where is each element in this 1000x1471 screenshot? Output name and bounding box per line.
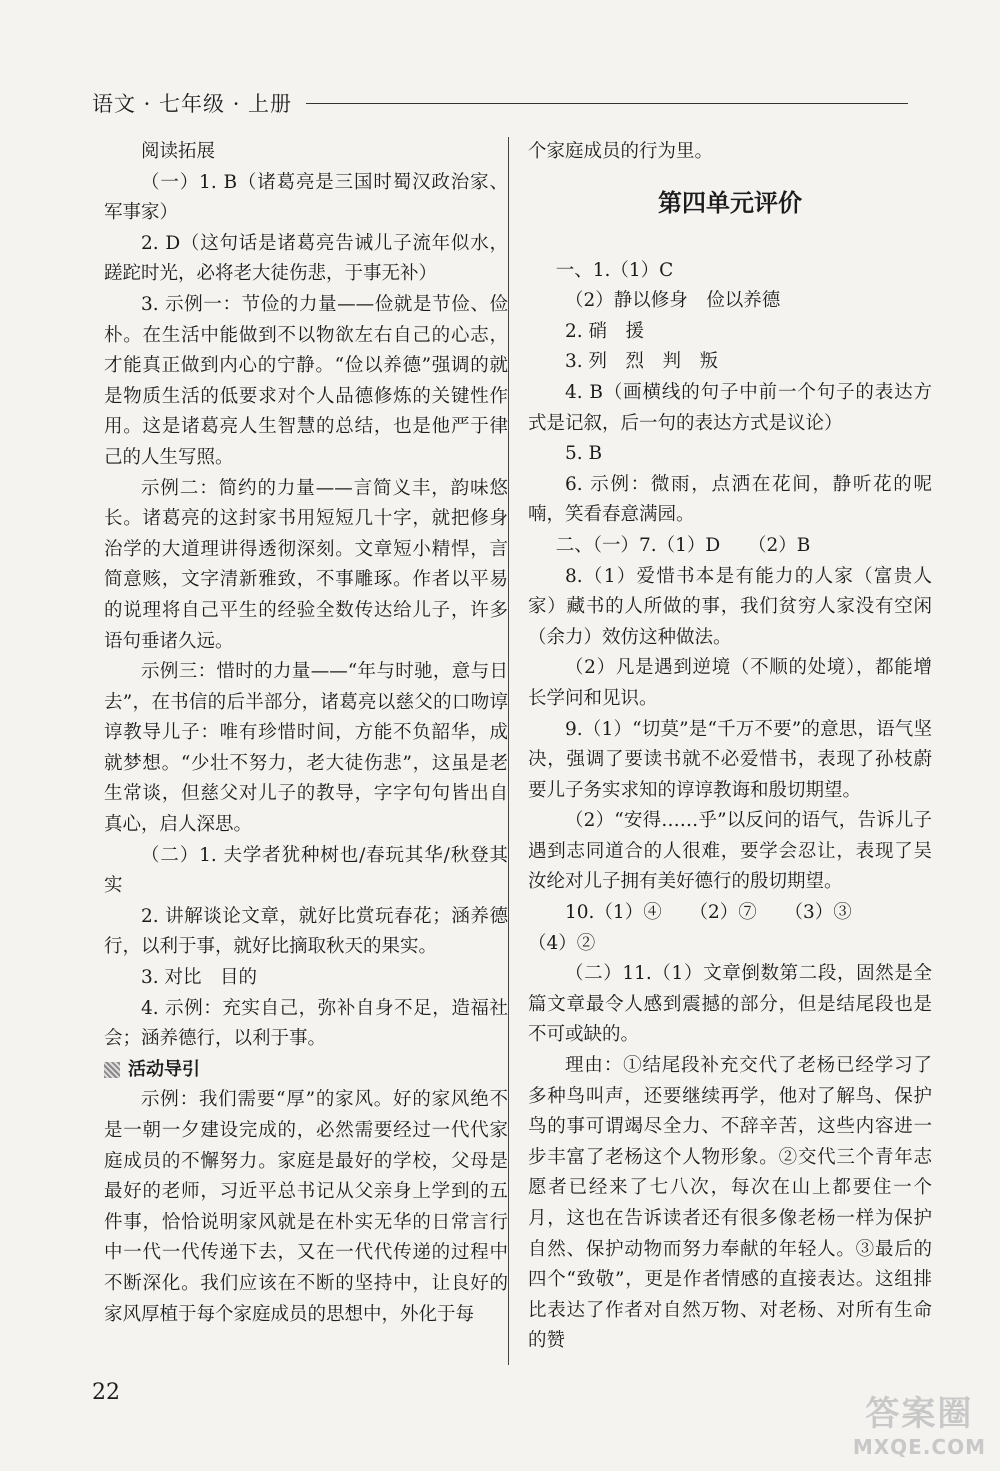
- column-divider: [508, 137, 509, 1365]
- paragraph: （2）“安得……乎”以反问的语气，告诉儿子遇到志同道合的人很难，要学会忍让，表现了吴汝纶对儿子拥有美好德行的殷切期望。: [528, 810, 932, 893]
- paragraph: 2. 硝 援: [565, 320, 645, 342]
- paragraph: 3. 示例一：节俭的力量——俭就是节俭、俭朴。在生活中能做到不以物欲左右自己的心志，才能真正做到内心的宁静。“俭以养德”强调的就是物质生活的低要求对个人品德修炼的关键性作用。这是诸葛亮人生智慧的总结，也是他严于律己的人生写照。: [104, 293, 508, 468]
- paragraph: （2）静以修身 俭以养德: [565, 290, 781, 312]
- paragraph: 二、（一）7.（1）D （2）B: [555, 534, 811, 556]
- header-rule: [306, 103, 908, 104]
- paragraph: 8.（1）爱惜书本是有能力的人家（富贵人家）藏书的人所做的事，我们贫穷人家没有空闲（余力）效仿这种做法。: [528, 565, 932, 648]
- activity-heading-label: 活动导引: [128, 1058, 200, 1080]
- book-title: 语文 · 七年级 · 上册: [92, 92, 293, 116]
- watermark-text: 答案圈: [865, 1394, 974, 1434]
- watermark-url: MXQE.COM: [852, 1435, 986, 1459]
- paragraph: 4. 示例：充实自己，弥补自身不足，造福社会；涵养德行，以利于事。: [104, 997, 508, 1050]
- paragraph: 6. 示例：微雨，点洒在花间，静听花的呢喃，笑看春意满园。: [528, 473, 932, 526]
- paragraph: （2）凡是遇到逆境（不顺的处境），都能增长学问和见识。: [528, 657, 932, 709]
- page-number: 22: [92, 1380, 120, 1405]
- paragraph: 示例二：简约的力量——言简义丰，韵味悠长。诸葛亮的这封家书用短短几十字，就把修身治学的大道理讲得透彻深刻。文章短小精悍，言简意赅，文字清新雅致，不事雕琢。作者以平易的说理将自己平生的经验全数传达给儿子，许多语句垂诸久远。: [104, 477, 508, 652]
- activity-paragraph: 示例：我们需要“厚”的家风。好的家风绝不是一朝一夕建设完成的，必然需要经过一代代家庭成员的不懈努力。家庭是最好的学校，父母是最好的老师，习近平总书记从父亲身上学到的五件事，恰恰说明家风就是在朴实无华的日常言行中一代一代传递下去，又在一代代传递的过程中不断深化。我们应该在不断的坚持中，让良好的家风厚植于每个家庭成员的思想中，外化于每: [104, 1089, 508, 1325]
- page-header: [92, 86, 908, 120]
- paragraph: 3. 对比 目的: [141, 967, 258, 989]
- paragraph: （一）1. B（诸葛亮是三国时蜀汉政治家、军事家）: [104, 171, 508, 224]
- paragraph: 阅读拓展: [141, 141, 216, 162]
- activity-heading: [104, 1055, 508, 1086]
- paragraph: （4）②: [528, 932, 596, 954]
- left-column: [104, 137, 508, 1330]
- paragraph: 一、1.（1）C: [555, 259, 674, 281]
- watermark-logo: [853, 1386, 986, 1459]
- paragraph: （二）11.（1）文章倒数第二段，固然是全篇文章最令人感到震撼的部分，但是结尾段也是不可或缺的。: [528, 963, 932, 1046]
- section-marker-icon: [104, 1062, 120, 1078]
- continued-paragraph: 个家庭成员的行为里。: [528, 141, 714, 162]
- paragraph: 2. D（这句话是诸葛亮告诫儿子流年似水，蹉跎时光，必将老大徒伤悲，于事无补）: [104, 232, 508, 285]
- paragraph: 2. 讲解谈论文章，就好比赏玩春花；涵养德行，以利于事，就好比摘取秋天的果实。: [104, 905, 508, 958]
- paragraph: 3. 列 烈 判 叛: [565, 351, 719, 373]
- paragraph: 5. B: [565, 443, 603, 465]
- paragraph: 4. B（画横线的句子中前一个句子的表达方式是记叙，后一句的表达方式是议论）: [528, 381, 932, 434]
- paragraph: （二）1. 夫学者犹种树也/春玩其华/秋登其实: [104, 844, 508, 897]
- paragraph: 9.（1）“切莫”是“千万不要”的意思，语气坚决，强调了要读书就不必爱惜书，表现了孙枝蔚要儿子务实求知的谆谆教诲和殷切期望。: [528, 718, 932, 801]
- paragraph: 10.（1）④ （2）⑦ （3）③: [565, 902, 852, 924]
- paragraph: 示例三：惜时的力量——“年与时驰，意与日去”，在书信的后半部分，诸葛亮以慈父的口吻谆谆教导儿子：唯有珍惜时间，方能不负韶华，成就梦想。“少壮不努力，老大徒伤悲”，这虽是老生常谈，但慈父对儿子的教导，字字句句皆出自真心，启人深思。: [104, 661, 508, 836]
- section-title: 第四单元评价: [658, 188, 802, 217]
- paragraph: 理由：①结尾段补充交代了老杨已经学习了多种鸟叫声，还要继续再学，他对了解鸟、保护鸟的事可谓竭尽全力、不辞辛苦，这些内容进一步丰富了老杨这个人物形象。②交代三个青年志愿者已经来了七八次，每次在山上都要住一个月，这也在告诉读者还有很多像老杨一样为保护自然、保护动物而努力奉献的年轻人。③最后的四个“致敬”，更是作者情感的直接表达。这组排比表达了作者对自然万物、对老杨、对所有生命的赞: [528, 1055, 932, 1352]
- right-column: [528, 137, 932, 1357]
